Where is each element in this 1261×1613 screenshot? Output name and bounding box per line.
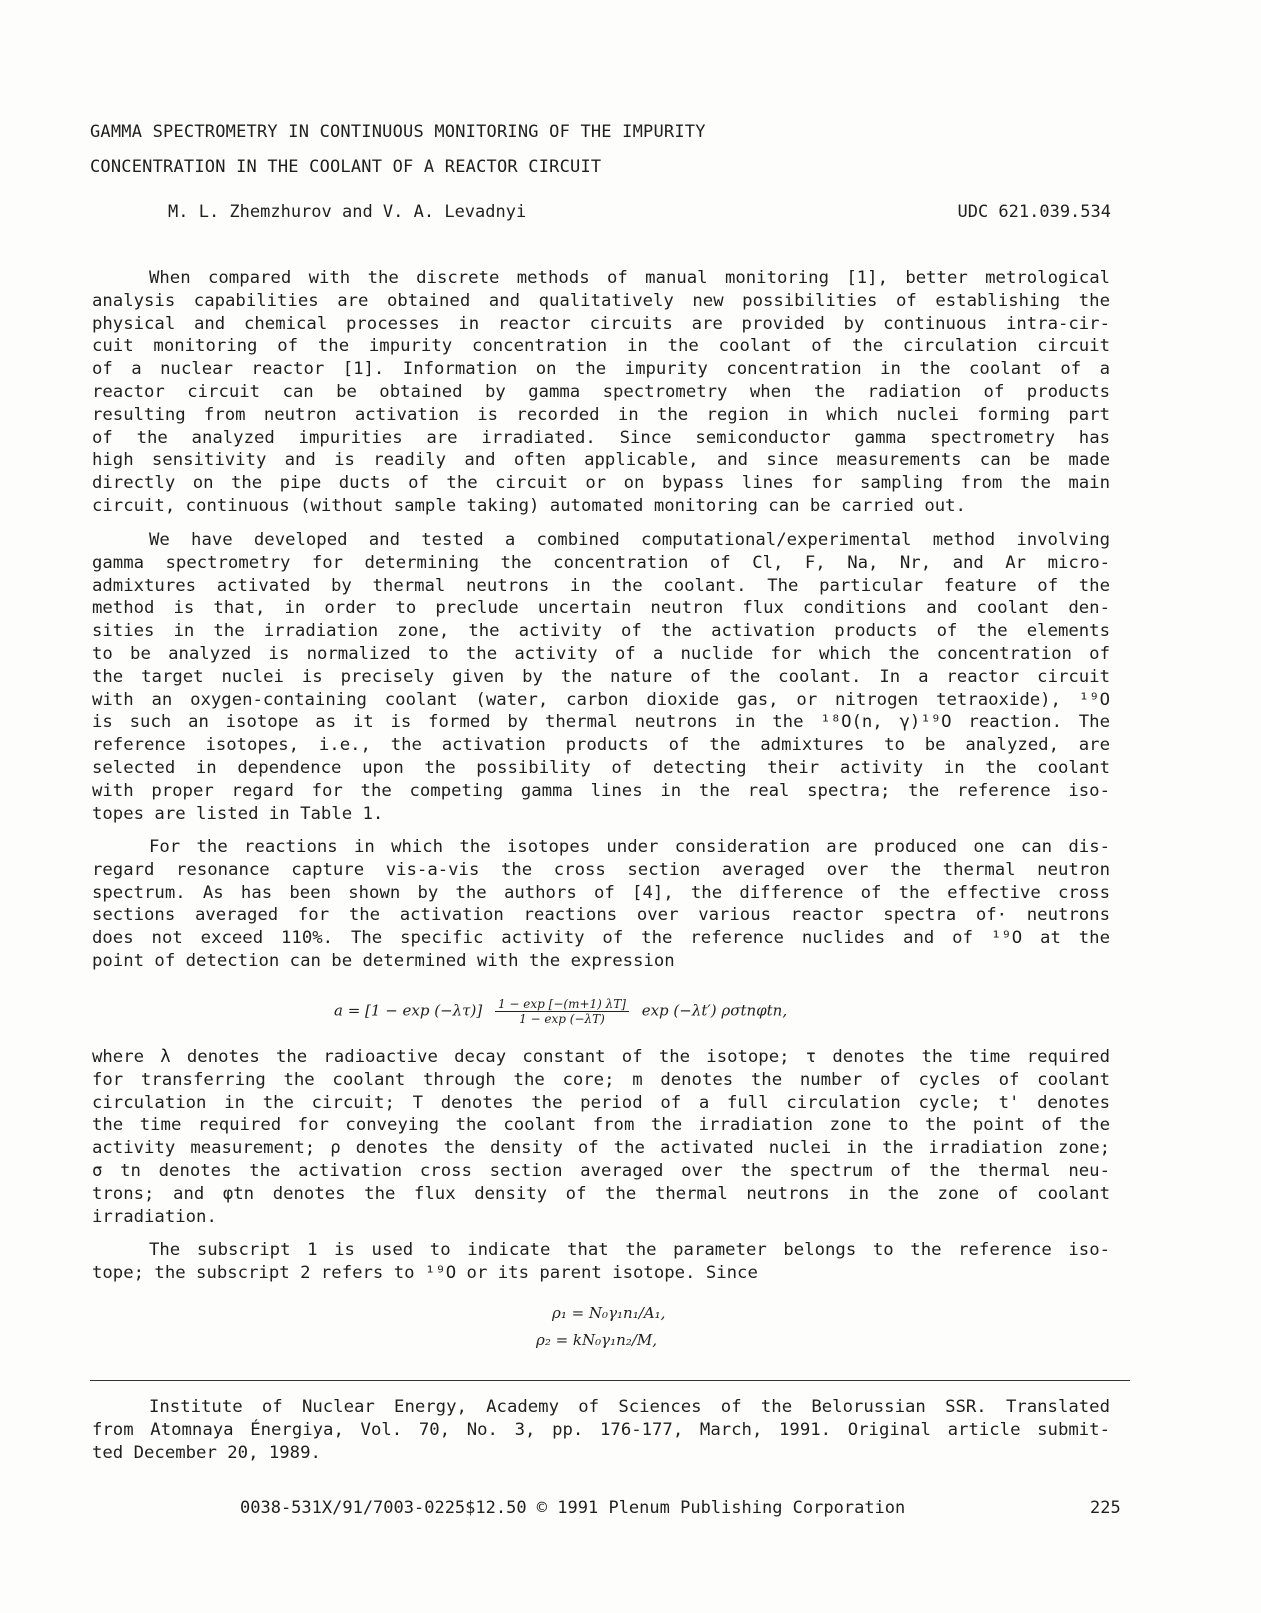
text-line: directly on the pipe ducts of the circuit or on bypass lines for sampling from the main [92, 473, 1110, 494]
publication-info: 0038-531X/91/7003-0225$12.50 © 1991 Plenum Publishing Corporation [240, 1498, 906, 1518]
text-line: We have developed and tested a combined computational/experimental method involving [149, 530, 1110, 550]
text-line: cuit monitoring of the impurity concentration in the coolant of the circulation circuit [92, 336, 1110, 357]
paragraph-5 [92, 1239, 1110, 1285]
text-line: σ tn denotes the activation cross section averaged over the spectrum of the thermal neu- [92, 1160, 1110, 1181]
text-line: sities in the irradiation zone, the activity of the activation products of the elements [92, 621, 1110, 642]
text-line: with proper regard for the competing gamma lines in the real spectra; the reference iso- [92, 780, 1110, 801]
text-line: point of detection can be determined with the expression [92, 950, 675, 971]
text-line: high sensitivity and is readily and often applicable, and since measurements can be made [92, 450, 1110, 471]
footnote-line: from Atomnaya Énergiya, Vol. 70, No. 3, pp. 176-177, March, 1991. Original article submit- [92, 1419, 1110, 1440]
text-line: of the analyzed impurities are irradiated. Since semiconductor gamma spectrometry has [92, 427, 1110, 448]
text-line: resulting from neutron activation is recorded in the region in which nuclei forming part [92, 404, 1110, 425]
title-line-2: CONCENTRATION IN THE COOLANT OF A REACTOR CIRCUIT [90, 157, 602, 177]
fraction-numerator: 1 − exp [−(m+1) λT] [495, 997, 629, 1012]
paragraph-2 [92, 529, 1110, 825]
text-line: spectrum. As has been shown by the authors of [4], the difference of the effective cross [92, 882, 1110, 903]
text-line: the target nuclei is precisely given by the nature of the coolant. In a reactor circuit [92, 666, 1110, 687]
text-line: For the reactions in which the isotopes under consideration are produced one can dis- [149, 837, 1110, 857]
rho2-equation: ρ₂ = kN₀γ₁n₂/M, [536, 1331, 657, 1349]
text-line: regard resonance capture vis-a-vis the cross section averaged over the thermal neutron [92, 859, 1110, 880]
text-line: irradiation. [92, 1206, 217, 1227]
udc-code: UDC 621.039.534 [957, 202, 1111, 222]
text-line: reference isotopes, i.e., the activation products of the admixtures to be analyzed, are [92, 735, 1110, 756]
text-line: trons; and φtn denotes the flux density of the thermal neutrons in the zone of coolant [92, 1183, 1110, 1204]
text-line: analysis capabilities are obtained and qualitatively new possibilities of establishing the [92, 290, 1110, 311]
text-line: circulation in the circuit; T denotes the period of a full circulation cycle; t' denotes [92, 1092, 1110, 1113]
paragraph-1 [92, 267, 1110, 518]
text-line: reactor circuit can be obtained by gamma spectrometry when the radiation of products [92, 381, 1110, 402]
text-line: tope; the subscript 2 refers to ¹⁹O or its parent isotope. Since [92, 1262, 758, 1283]
text-line: the time required for conveying the coolant from the irradiation zone to the point of the [92, 1115, 1110, 1136]
text-line: topes are listed in Table 1. [92, 803, 384, 824]
text-line: where λ denotes the radioactive decay constant of the isotope; τ denotes the time required [92, 1047, 1110, 1067]
authors: M. L. Zhemzhurov and V. A. Levadnyi [168, 202, 527, 222]
text-line: to be analyzed is normalized to the activity of a nuclide for which the concentration of [92, 643, 1110, 664]
text-line: circuit, continuous (without sample taking) automated monitoring can be carried out. [92, 495, 966, 516]
text-line: The subscript 1 is used to indicate that the parameter belongs to the reference iso- [149, 1240, 1110, 1260]
paragraph-3 [92, 836, 1110, 973]
text-line: for transferring the coolant through the core; m denotes the number of cycles of coolant [92, 1069, 1110, 1090]
text-line: sections averaged for the activation reactions over various reactor spectra of· neutrons [92, 905, 1110, 926]
equation-right: exp (−λt′) ρσtnφtn, [641, 1001, 788, 1020]
text-line: of a nuclear reactor [1]. Information on the impurity concentration in the coolant of a [92, 359, 1110, 380]
equation-fraction [495, 997, 629, 1026]
paragraph-4 [92, 1046, 1110, 1228]
title-line-1: GAMMA SPECTROMETRY IN CONTINUOUS MONITORING OF THE IMPURITY [90, 122, 706, 142]
text-line: method is that, in order to preclude uncertain neutron flux conditions and coolant den- [92, 598, 1110, 619]
footnote-line: Institute of Nuclear Energy, Academy of Sciences of the Belorussian SSR. Translated [149, 1397, 1110, 1417]
text-line: does not exceed 110%. The specific activity of the reference nuclides and of ¹⁹O at the [92, 928, 1110, 949]
text-line: selected in dependence upon the possibility of detecting their activity in the coolant [92, 757, 1110, 778]
text-line: physical and chemical processes in reactor circuits are provided by continuous intra-cir- [92, 313, 1110, 334]
page-number: 225 [1090, 1498, 1121, 1518]
text-line: When compared with the discrete methods of manual monitoring [1], better metrological [149, 268, 1110, 288]
text-line: gamma spectrometry for determining the concentration of Cl, F, Na, Nr, and Ar micro- [92, 552, 1110, 573]
activity-equation [334, 997, 787, 1026]
text-line: is such an isotope as it is formed by thermal neutrons in the ¹⁸O(n, γ)¹⁹O reaction. The [92, 712, 1110, 733]
equation-left: a = [1 − exp (−λτ)] [334, 1001, 483, 1020]
text-line: with an oxygen-containing coolant (water, carbon dioxide gas, or nitrogen tetraoxide), ¹⁹O [92, 689, 1110, 710]
fraction-denominator: 1 − exp (−λT) [519, 1012, 605, 1026]
footnote-divider [90, 1380, 1130, 1381]
text-line: admixtures activated by thermal neutrons in the coolant. The particular feature of the [92, 575, 1110, 596]
footnote-line: ted December 20, 1989. [92, 1442, 321, 1463]
text-line: activity measurement; ρ denotes the density of the activated nuclei in the irradiation zone; [92, 1138, 1110, 1159]
footnote [92, 1396, 1110, 1464]
rho1-equation: ρ₁ = N₀γ₁n₁/A₁, [552, 1304, 666, 1322]
